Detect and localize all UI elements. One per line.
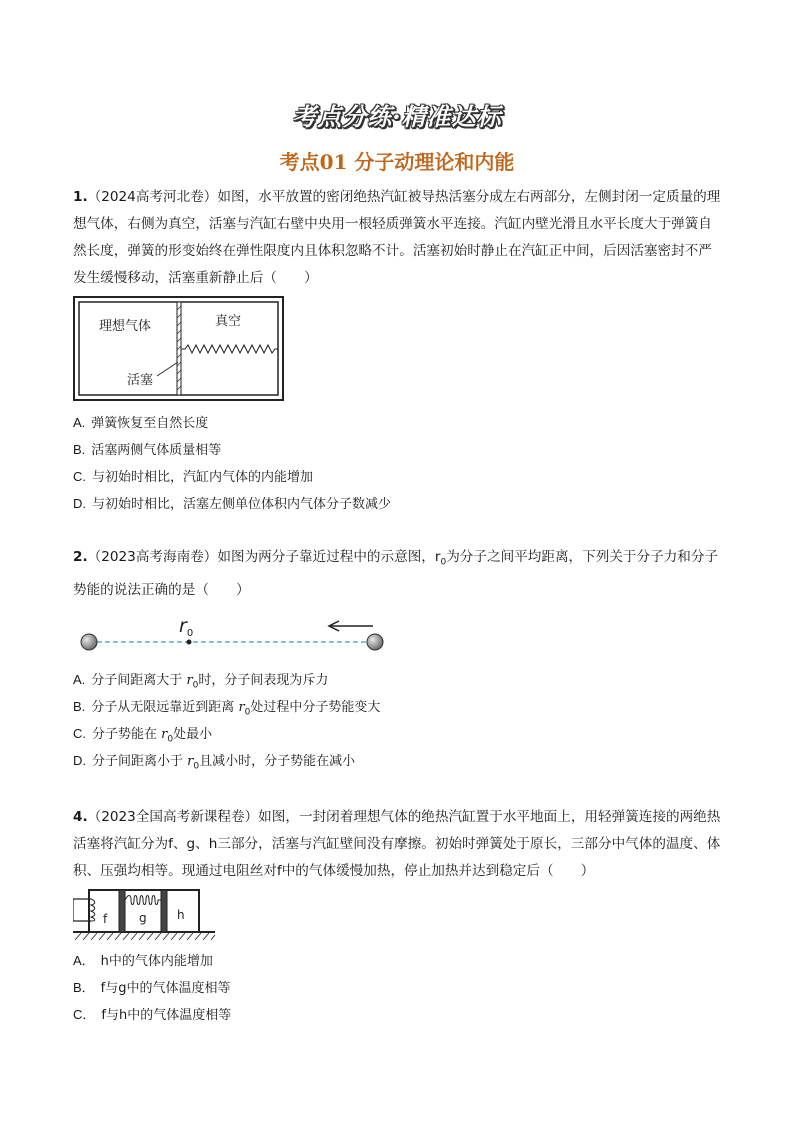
q1-option-c[interactable]: C. 与初始时相比，汽缸内气体的内能增加 — [73, 469, 314, 485]
q2-option-a[interactable]: A. 分子间距离大于 $r_0$时，分子间表现为斥力 — [73, 672, 329, 691]
question-number: 2. — [73, 549, 88, 565]
question-text: 如图，一封闭着理想气体的绝热汽缸置于水平地面上，用轻弹簧连接的两绝热活塞将汽缸分为f、g、h三部分，活塞与汽缸壁间没有摩擦。初始时弹簧处于原长，三部分中气体的温度、体积、压强均相等。现通过电阻丝对f中的气体缓慢加热，停止加热并达到稳定后（ ） — [73, 809, 721, 879]
q1-option-d[interactable]: D. 与初始时相比，活塞左侧单位体积内气体分子数减少 — [73, 496, 392, 512]
q4-option-c[interactable]: C． f与h中的气体温度相等 — [73, 1007, 232, 1023]
q4-option-a[interactable]: A． h中的气体内能增加 — [73, 953, 213, 969]
q2-option-b[interactable]: B. 分子从无限远靠近到距离 $r_0$处过程中分子势能变大 — [73, 699, 381, 718]
label-vacuum: 真空 — [215, 314, 242, 329]
label-piston: 活塞 — [127, 373, 154, 388]
piston-left — [119, 890, 125, 932]
question-source: （2023全国高考新课程卷） — [87, 809, 259, 825]
r0-label: r — [179, 615, 187, 637]
q4-option-b[interactable]: B． f与g中的气体温度相等 — [73, 980, 231, 996]
question-source: （2024高考河北卷） — [87, 189, 218, 205]
svg-text:r0: $r_0$ — [179, 615, 194, 639]
label-f: f — [103, 912, 108, 926]
molecule-right — [367, 634, 383, 650]
question-text: 如图，水平放置的密闭绝热汽缸被导热活塞分成左右两部分，左侧封闭一定质量的理想气体，右侧为真空，活塞与汽缸右壁中央用一根轻质弹簧水平连接。汽缸内壁光滑且水平长度大于弹簧自然长度，弹簧的形变始终在弹性限度内且体积忽略不计。活塞初始时静止在汽缸正中间，后因活塞密封不严发生缓慢移动，活塞重新静止后（ ） — [73, 189, 721, 286]
question-2: 2.（2023高考海南卷）如图为两分子靠近过程中的示意图，$r_0$为分子之间平均距离，下列关于分子力和分子势能的说法正确的是（ ） — [73, 549, 719, 598]
label-h: h — [177, 908, 185, 922]
q1-cylinder-figure — [73, 296, 285, 402]
question-source: （2023高考海南卷） — [87, 549, 218, 565]
question-text-pre: 如图为两分子靠近过程中的示意图，r — [217, 549, 441, 565]
q2-molecules-figure — [73, 608, 393, 658]
question-number: 1. — [73, 189, 88, 205]
r0-point — [187, 640, 192, 645]
q1-option-a[interactable]: A. 弹簧恢复至自然长度 — [73, 415, 209, 431]
q4-cylinder-figure — [73, 886, 215, 942]
label-g: g — [139, 911, 147, 925]
q2-option-c[interactable]: C. 分子势能在 $r_0$处最小 — [73, 726, 213, 745]
question-4 — [73, 804, 723, 885]
piston-right — [161, 890, 167, 932]
molecule-left — [81, 634, 97, 650]
question-text-post: 为分子之间平均距离，下列关于分子力和分子势能的说法正确的是（ ） — [73, 549, 719, 598]
q2-option-d[interactable]: D. 分子间距离小于 $r_0$且减小时，分子势能在减小 — [73, 753, 356, 772]
question-number: 4. — [73, 809, 88, 825]
question-1 — [73, 184, 723, 292]
label-ideal-gas: 理想气体 — [99, 319, 152, 334]
section-banner: 考点分练·精准达标 — [292, 102, 502, 131]
q1-option-b[interactable]: B. 活塞两侧气体质量相等 — [73, 442, 222, 458]
page-title: 考点01 分子动理论和内能 — [279, 150, 515, 174]
